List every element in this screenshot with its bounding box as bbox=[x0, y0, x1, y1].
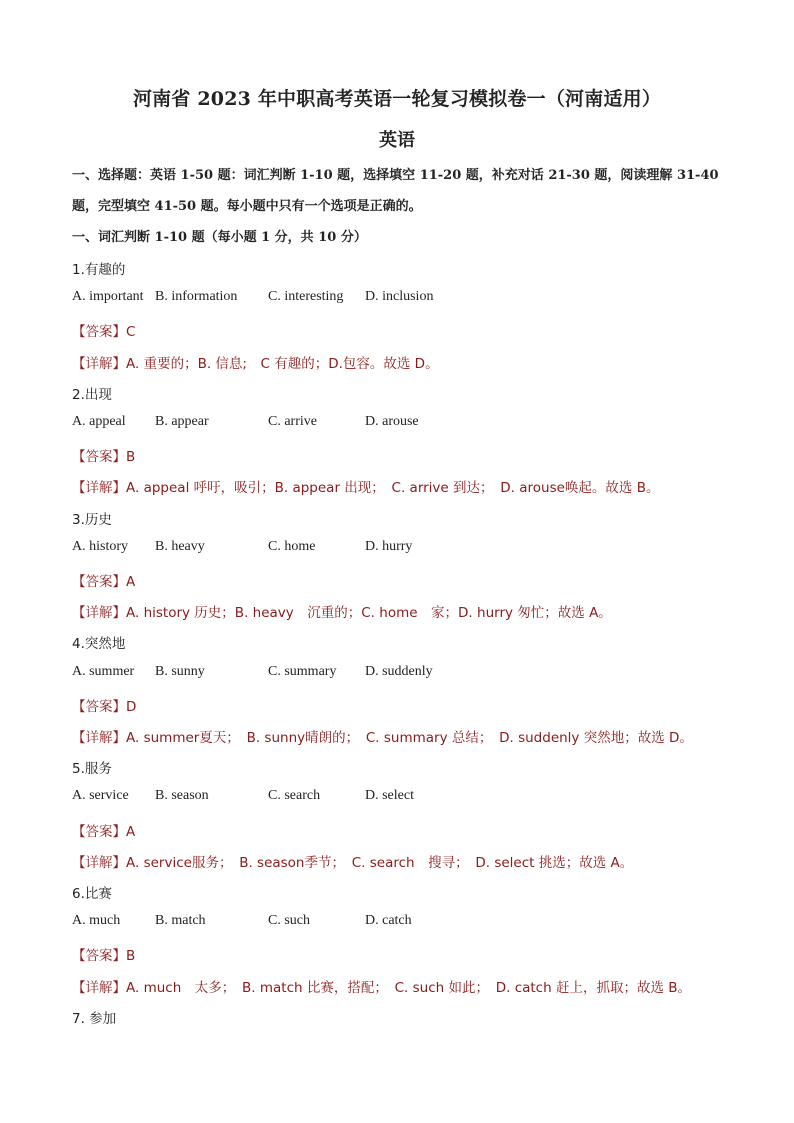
option-d: D. select bbox=[365, 788, 414, 804]
option-c: C. arrive bbox=[268, 414, 317, 429]
option-b: B. heavy bbox=[155, 538, 205, 554]
answer-line: 【答案】B bbox=[72, 449, 136, 466]
option-b: B. appear bbox=[155, 414, 209, 429]
option-c: C. home bbox=[268, 538, 316, 554]
option-b: B. match bbox=[155, 913, 206, 929]
question-stem: 4.突然地 bbox=[72, 636, 126, 653]
option-c: C. interesting bbox=[268, 289, 344, 305]
option-c: C. search bbox=[268, 788, 321, 804]
answer-line: 【答案】A bbox=[72, 823, 136, 840]
answer-line: 【答案】D bbox=[72, 698, 137, 715]
option-b: B. sunny bbox=[155, 663, 205, 679]
explanation-line: 【详解】A. summer夏天； B. sunny晴朗的； C. summary 总结； D. suddenly 突然地；故选 D。 bbox=[72, 730, 693, 746]
question-stem: 3.历史 bbox=[72, 511, 112, 528]
option-a: A. service bbox=[72, 788, 129, 804]
explanation-line: 【详解】A. 重要的；B. 信息; C 有趣的；D.包容。故选 D。 bbox=[72, 355, 439, 372]
explanation-line: 【详解】A. service服务； B. season季节； C. search 搜寻； D. select 挑选；故选 A。 bbox=[72, 854, 634, 871]
option-d: D. hurry bbox=[365, 538, 413, 554]
option-d: D. arouse bbox=[365, 414, 419, 429]
answer-line: 【答案】B bbox=[72, 948, 136, 965]
option-c: C. such bbox=[268, 913, 310, 929]
document-subject: 英语 bbox=[379, 130, 415, 151]
option-b: B. season bbox=[155, 788, 209, 804]
option-a: A. appeal bbox=[72, 414, 126, 429]
explanation-line: 【详解】A. appeal 呼吁，吸引；B. appear 出现； C. arrive 到达； D. arouse唤起。故选 B。 bbox=[72, 480, 660, 497]
question-stem: 1.有趣的 bbox=[72, 262, 126, 278]
option-d: D. catch bbox=[365, 913, 412, 929]
option-d: D. inclusion bbox=[365, 289, 434, 305]
option-a: A. summer bbox=[72, 663, 135, 679]
option-a: A. history bbox=[72, 538, 128, 554]
option-a: A. important bbox=[72, 289, 144, 305]
option-a: A. much bbox=[72, 913, 121, 929]
explanation-line: 【详解】A. much 太多； B. match 比赛，搭配； C. such 如此； D. catch 赶上，抓取；故选 B。 bbox=[72, 979, 692, 996]
question-stem: 2.出现 bbox=[72, 386, 112, 403]
option-c: C. summary bbox=[268, 663, 337, 679]
question-stem: 5.服务 bbox=[72, 761, 112, 778]
explanation-line: 【详解】A. history 历史；B. heavy 沉重的；C. home 家；D. hurry 匆忙；故选 A。 bbox=[72, 605, 612, 622]
answer-line: 【答案】C bbox=[72, 324, 136, 341]
section-title: 一、词汇判断 1-10 题（每小题 1 分，共 10 分） bbox=[72, 230, 367, 245]
question-stem: 6.比赛 bbox=[72, 886, 112, 902]
question-stem: 7. 参加 bbox=[72, 1010, 117, 1027]
answer-line: 【答案】A bbox=[72, 574, 136, 590]
document-title: 河南省 2023 年中职高考英语一轮复习模拟卷一（河南适用） bbox=[132, 88, 662, 110]
option-d: D. suddenly bbox=[365, 663, 433, 679]
instructions-paragraph: 一、选择题：英语 1-50 题：词汇判断 1-10 题，选择填空 11-20 题，补充对话 21-30 题，阅读理解 31-40 题，完型填空 41-50 题。每小题中只有一个选项是正确的。 bbox=[72, 168, 719, 214]
option-b: B. information bbox=[155, 289, 238, 305]
